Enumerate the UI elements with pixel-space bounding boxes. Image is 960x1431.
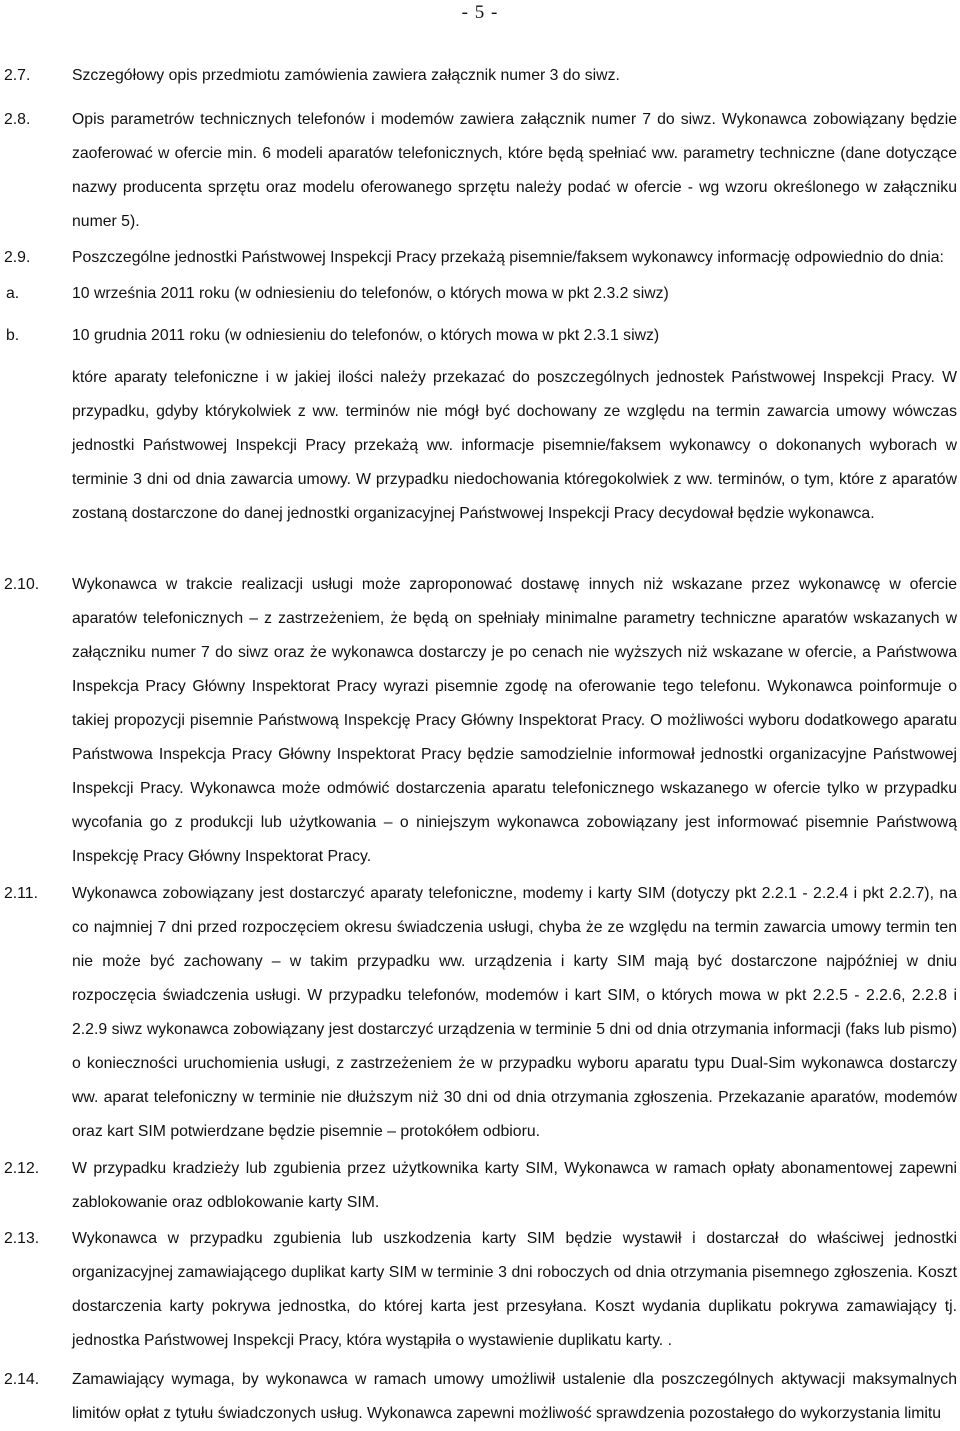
section-number: 2.8. [4,111,31,128]
page-number: - 5 - [461,2,499,23]
section-text: Wykonawca w przypadku zgubienia lub uszkodzenia karty SIM będzie wystawił i dostarczał do właściwej jednostki organizacyjnej zamawiającego duplikat karty SIM w terminie 3 dni roboczych od dnia otrzymania pisemnego zgłoszenia. Koszt dostarczenia karty pokrywa jednostka, do której karta jest przesyłana. Koszt wydania duplikatu pokrywa zamawiający tj. jednostka Państwowej Inspekcji Pracy, która wystąpiła o wystawienie duplikatu karty. . [72,1230,957,1349]
section-2-10 [0,568,960,874]
section-2-13 [0,1222,960,1358]
section-2-11 [0,877,960,1149]
section-text: Wykonawca zobowiązany jest dostarczyć aparaty telefoniczne, modemy i karty SIM (dotyczy pkt 2.2.1 - 2.2.4 i pkt 2.2.7), na co najmniej 7 dni przed rozpoczęciem okresu świadczenia usługi, chyba że ze względu na termin zawarcia umowy termin ten nie może być zachowany – w takim przypadku ww. urządzenia i karty SIM mają być dostarczone najpóźniej w dniu rozpoczęcia świadczenia usługi. W przypadku telefonów, modemów i kart SIM, o których mowa w pkt 2.2.5 - 2.2.6, 2.2.8 i 2.2.9 siwz wykonawca zobowiązany jest dostarczyć urządzenia w terminie 5 dni od dnia otrzymania informacji (faks lub pismo) o konieczności uruchomienia usługi, z zastrzeżeniem że w przypadku wyboru aparatu typu Dual-Sim wykonawca dostarczy ww. aparat telefoniczny w terminie nie dłuższym niż 30 dni od dnia otrzymania zgłoszenia. Przekazanie aparatów, modemów oraz kart SIM potwierdzane będzie pisemnie – protokółem odbioru. [72,885,957,1140]
section-number: 2.11. [4,885,38,902]
section-number: 2.10. [4,576,40,593]
section-number: 2.7. [4,67,31,84]
section-number: 2.14. [4,1371,40,1388]
section-2-7 [0,59,960,93]
section-text: Wykonawca w trakcie realizacji usługi może zaproponować dostawę innych niż wskazane przez wykonawcę w ofercie aparatów telefonicznych – z zastrzeżeniem, że będą on spełniały minimalne parametry techniczne aparatów wskazanych w załączniku numer 7 do siwz oraz że wykonawca dostarczy je po cenach nie wyższych niż wskazane w ofercie, a Państwowa Inspekcja Pracy Główny Inspektorat Pracy wyrazi pisemnie zgodę na oferowanie tego telefonu. Wykonawca poinformuje o takiej propozycji pisemnie Państwową Inspekcję Pracy Główny Inspektorat Pracy. O możliwości wyboru dodatkowego aparatu Państwowa Inspekcja Pracy Główny Inspektorat Pracy będzie samodzielnie informował jednostki organizacyjne Państwowej Inspekcji Pracy. Wykonawca może odmówić dostarczenia aparatu telefonicznego wskazanego w ofercie tylko w przypadku wycofania go z produkcji lub użytkowania – o niniejszym wykonawca zobowiązany jest informować pisemnie Państwową Inspekcję Pracy Główny Inspektorat Pracy. [72,576,957,865]
section-number: 2.12. [4,1160,40,1177]
list-item-b [0,319,960,353]
list-item-text: 10 grudnia 2011 roku (w odniesieniu do telefonów, o których mowa w pkt 2.3.1 siwz) [72,327,660,344]
list-letter: a. [6,285,20,302]
section-text: Poszczególne jednostki Państwowej Inspekcji Pracy przekażą pisemnie/faksem wykonawcy informację odpowiednio do dnia: [72,249,944,266]
list-letter: b. [6,327,20,344]
section-text: W przypadku kradzieży lub zgubienia przez użytkownika karty SIM, Wykonawca w ramach opłaty abonamentowej zapewni zablokowanie oraz odblokowanie karty SIM. [72,1160,957,1211]
section-number: 2.9. [4,249,31,266]
section-2-12 [0,1152,960,1220]
list-item-a [0,277,960,311]
section-text: Zamawiający wymaga, by wykonawca w ramach umowy umożliwił ustalenie dla poszczególnych aktywacji maksymalnych limitów opłat z tytułu świadczonych usług. Wykonawca zapewni możliwość sprawdzenia pozostałego do wykorzystania limitu [72,1371,957,1422]
section-2-9 [0,241,960,531]
section-number: 2.13. [4,1230,40,1247]
section-text: Szczegółowy opis przedmiotu zamówienia zawiera załącznik numer 3 do siwz. [72,67,620,84]
section-continuation-text: które aparaty telefoniczne i w jakiej ilości należy przekazać do poszczególnych jednostek Państwowej Inspekcji Pracy. W przypadku, gdyby którykolwiek z ww. terminów nie mógł być dochowany ze względu na termin zawarcia umowy wówczas jednostki Państwowej Inspekcji Pracy przekażą ww. informacje pisemnie/faksem wykonawcy o dokonanych wyborach w terminie 3 dni od dnia zawarcia umowy. W przypadku niedochowania któregokolwiek z ww. terminów, o tym, które z aparatów zostaną dostarczone do danej jednostki organizacyjnej Państwowej Inspekcji Pracy decydował będzie wykonawca. [72,369,957,522]
section-2-8 [0,103,960,239]
section-2-14 [0,1363,960,1431]
section-text: Opis parametrów technicznych telefonów i modemów zawiera załącznik numer 7 do siwz. Wykonawca zobowiązany będzie zaoferować w ofercie min. 6 modeli aparatów telefonicznych, które będą spełniać ww. parametry techniczne (dane dotyczące nazwy producenta sprzętu oraz modelu oferowanego sprzętu należy podać w ofercie - wg wzoru określonego w załączniku numer 5). [72,111,957,230]
list-item-text: 10 września 2011 roku (w odniesieniu do telefonów, o których mowa w pkt 2.3.2 siwz) [72,285,669,302]
